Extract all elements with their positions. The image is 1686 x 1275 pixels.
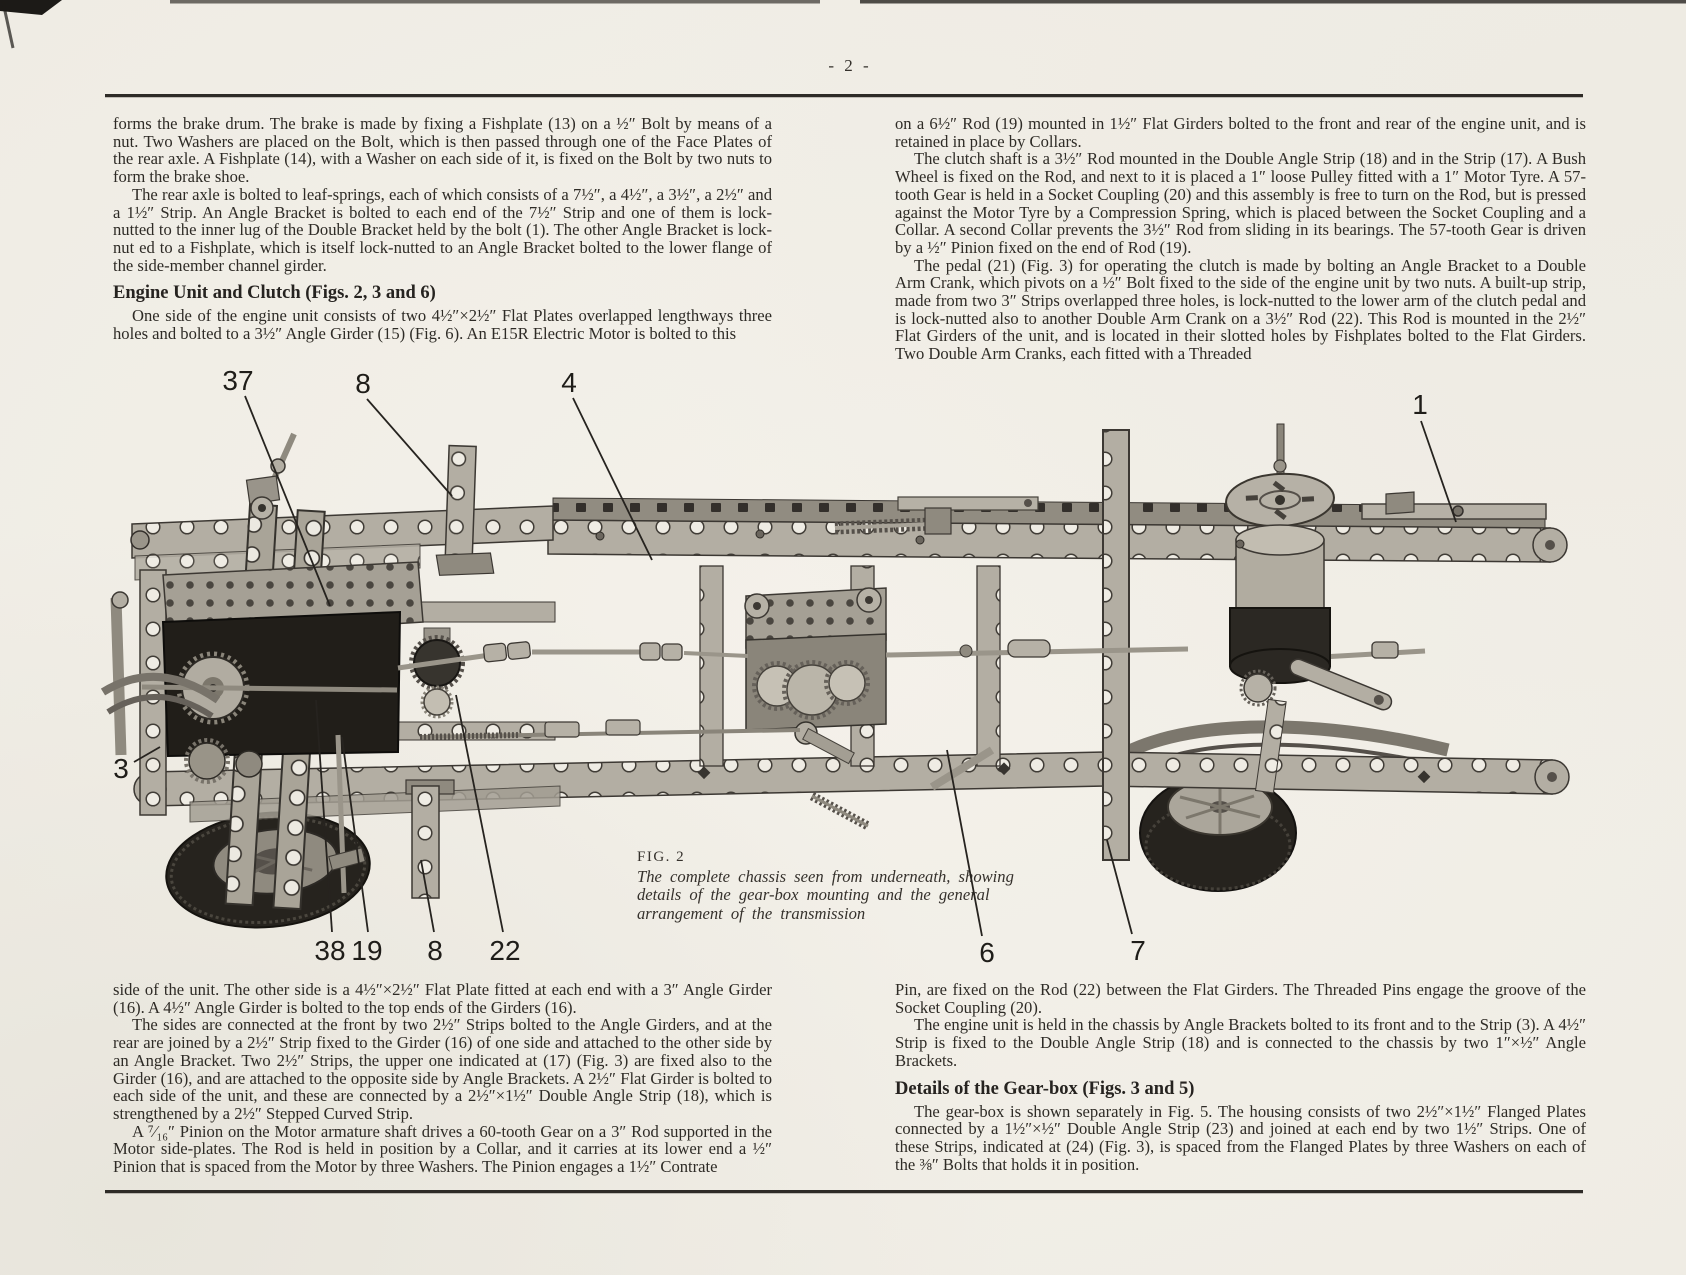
left-upright-girder xyxy=(140,570,166,815)
callout-22: 22 xyxy=(489,935,521,966)
figure-label: FIG. 2 xyxy=(637,849,686,865)
callout-19: 19 xyxy=(351,935,383,966)
section-heading-gearbox: Details of the Gear-box (Figs. 3 and 5) xyxy=(895,1078,1195,1099)
paragraph-side-of-unit: side of the unit. The other side is a 4½″×2½″ Flat Plate fitted at each end with a 3″ Angle Girder (16). A 4½″ Angle Girder is bolted to the top ends of the Girders (16). xyxy=(113,980,772,1017)
chassis-photo xyxy=(103,424,1569,936)
paragraph-threaded-pins: Pin, are fixed on the Rod (22) between the Flat Girders. The Threaded Pins engage the groove of the Socket Coupling (20). xyxy=(895,980,1586,1017)
caption-line: The complete chassis seen from underneath, showing xyxy=(637,867,1014,886)
callout-7: 7 xyxy=(1130,935,1146,966)
paragraph-engine-unit: One side of the engine unit consists of two 4½″×2½″ Flat Plates overlapped lengthways three holes and bolted to a 3½″ Angle Girder (15) (Fig. 6). An E15R Electric Motor is bolted to this xyxy=(113,306,772,344)
callout-3: 3 xyxy=(113,753,129,784)
callout-8-bottom: 8 xyxy=(427,935,443,966)
callout-37: 37 xyxy=(222,365,254,396)
caption-line: arrangement of the transmission xyxy=(637,903,866,923)
callout-leader xyxy=(367,399,452,496)
paragraph-engine-held: The engine unit is held in the chassis by Angle Brackets bolted to its front and to the Strip (3). A 4½″ Strip is fixed to the Double Angle Strip (18) and is connected to the chassis by two 1″×½″ Angle Brackets. xyxy=(895,1015,1586,1070)
paragraph-rod-19: on a 6½″ Rod (19) mounted in 1½″ Flat Girders bolted to the front and rear of the engine unit, and is retained in place by Collars. xyxy=(895,114,1586,151)
caption-line: details of the gear-box mounting and the general xyxy=(637,885,990,905)
paragraph-clutch-shaft: The clutch shaft is a 3½″ Rod mounted in the Double Angle Strip (18) and in the Strip (17). A Bush Wheel is fixed on the Rod, and next to it is placed a 1″ loose Pulley fitted with a 1″ Motor Tyre. A 57-tooth Gear is held in a Socket Coupling (20) and this assembly is free to turn on the Rod, but is pressed against the Motor Tyre by a Compression Spring, which is placed between the Socket Coupling and a Collar. A second Collar prevents the 3½″ Rod from sliding in its bearings. The 57-tooth Gear is driven by a ½″ Pinion fixed on the end of Rod (19). xyxy=(895,149,1586,257)
callout-1: 1 xyxy=(1412,389,1428,420)
tall-right-girder xyxy=(1103,430,1129,860)
electric-motor-unit xyxy=(142,562,423,782)
cross-upright-1 xyxy=(700,566,723,766)
paragraph-pinion-motor: A ⁷⁄₁₆″ Pinion on the Motor armature shaft drives a 60-tooth Gear on a 3″ Rod supported in the Motor side-plates. The Rod is held in position by a Collar, and it carries at its lower end a ½″ Pinion that is spaced from the Motor by three Washers. The Pinion engages a 1½″ Contrate xyxy=(113,1121,772,1177)
clutch-gear-assembly xyxy=(411,628,463,717)
callout-6: 6 xyxy=(979,937,995,968)
paragraph-brake-drum: forms the brake drum. The brake is made by fixing a Fishplate (13) on a ½″ Bolt by means of a nut. Two Washers are placed on the Bolt, which is then passed through one of the Face Plates of the rear axle. A Fishplate (14), with a Washer on each side of it, is fixed on the Bolt by two nuts to form the brake shoe. xyxy=(113,114,772,187)
paragraph-rear-axle: The rear axle is bolted to leaf-springs, each of which consists of a 7½″, a 4½″, a 3½″, a 2½″ and a 1½″ Strip. An Angle Bracket is bolted to each end of the 7½″ Strip and one of them is lock-nutted to the inner lug of the Double Bracket held by the bolt (1). The other Angle Bracket is lock-nut ed to a Fishplate, which is itself lock-nutted to an Angle Bracket bolted to the lower flange of the side-member channel girder. xyxy=(113,184,772,275)
callout-38: 38 xyxy=(314,935,346,966)
paragraph-sides-connected: The sides are connected at the front by two 2½″ Strips bolted to the Angle Girders, and at the rear are joined by a 2½″ Strip fixed to the Girder (16) of one side and attached to the other side by an Angle Bracket. Two 2½″ Strips, the upper one indicated at (17) (Fig. 3) are fixed also to the Girder (16), and are attached to the opposite side by Angle Brackets. A 2½″ Flat Girder is bolted to each side of the unit, and these are connected by a 2½″×1½″ Double Angle Strip (18), which is strengthened by a 2½″ Stepped Curved Strip. xyxy=(113,1015,772,1123)
scan-artifacts xyxy=(0,0,1686,48)
paragraph-gearbox-housing: The gear-box is shown separately in Fig. 5. The housing consists of two 2½″×1½″ Flanged Plates connected by a 1½″×½″ Double Angle Strip (23) and joined at each end by two 1½″ Strips. One of these Strips, indicated at (24) (Fig. 3), is spaced from the Flanged Plates by three Washers on each of the ⅜″ Bolts that holds it in position. xyxy=(895,1101,1586,1174)
cross-upright-3 xyxy=(977,566,1000,766)
page-number: - 2 - xyxy=(828,56,872,75)
section-heading-engine-unit: Engine Unit and Clutch (Figs. 2, 3 and 6) xyxy=(113,283,436,304)
callout-8-top: 8 xyxy=(355,368,371,399)
callout-4: 4 xyxy=(561,367,577,398)
paragraph-pedal: The pedal (21) (Fig. 3) for operating the clutch is made by bolting an Angle Bracket to a Double Arm Crank, which pivots on a ½″ Bolt fixed to the side of the engine unit by two nuts. A built-up strip, made from two 3″ Strips overlapped three holes, is lock-nutted to the lower arm of the clutch pedal and is lock-nutted also to another Double Arm Crank on a 3½″ Rod (22). This Rod is mounted in the 2½″ Flat Girders of the unit, and is located in their slotted holes by Fishplates bolted to the Flat Girders. Two Double Arm Cranks, each fitted with a Threaded xyxy=(895,255,1586,364)
